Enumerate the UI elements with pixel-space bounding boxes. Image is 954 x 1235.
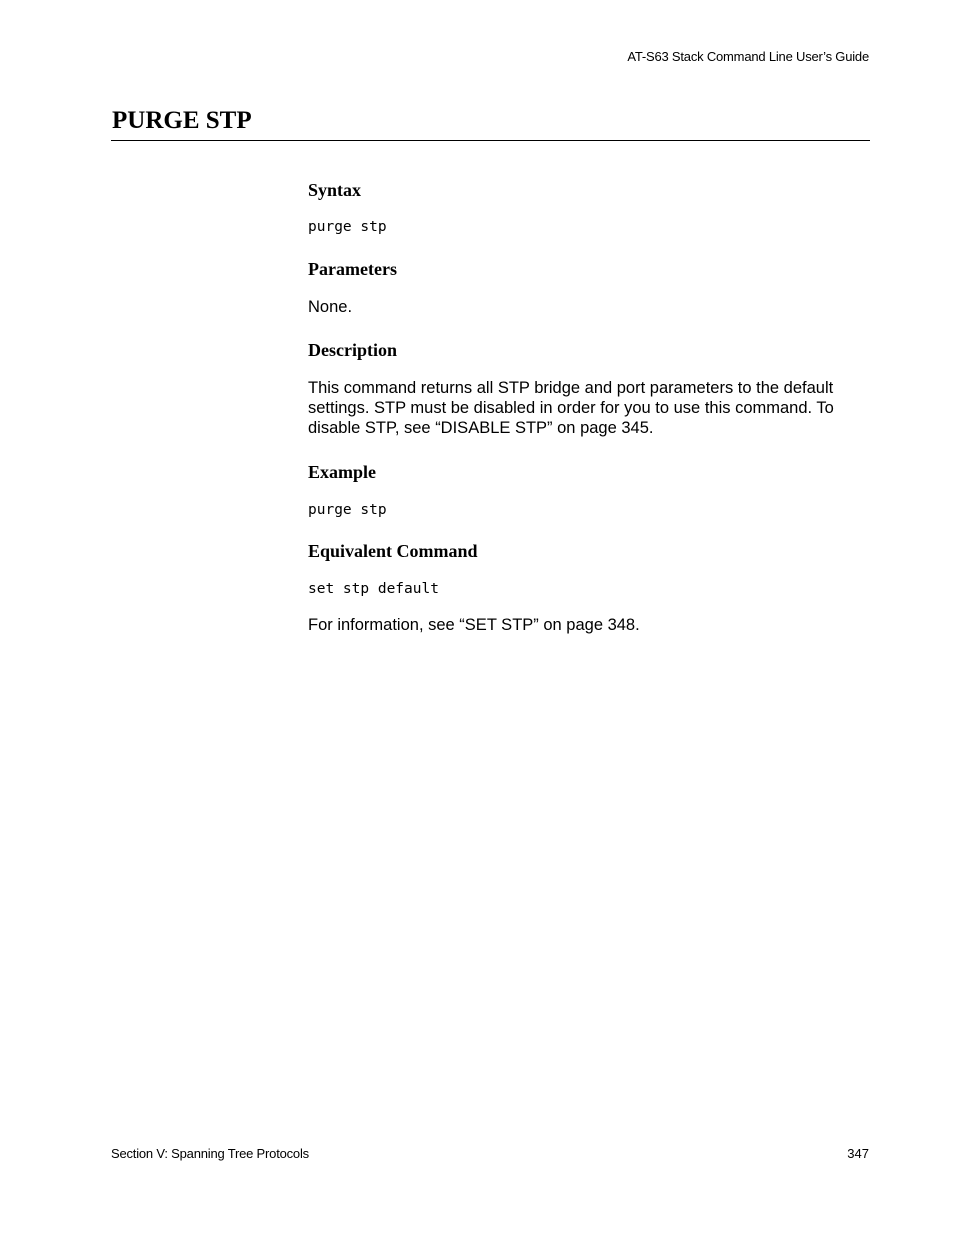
footer-section: Section V: Spanning Tree Protocols	[111, 1146, 309, 1161]
title-divider	[111, 140, 870, 141]
running-header: AT-S63 Stack Command Line User’s Guide	[627, 49, 869, 64]
syntax-code: purge stp	[308, 219, 387, 235]
parameters-text: None.	[308, 298, 353, 316]
example-code: purge stp	[308, 502, 387, 518]
equivalent-command-heading: Equivalent Command	[308, 541, 478, 561]
page-number: 347	[847, 1146, 869, 1161]
equivalent-command-note: For information, see “SET STP” on page 348.	[308, 616, 640, 634]
equivalent-command-code: set stp default	[308, 581, 439, 597]
syntax-heading: Syntax	[308, 180, 362, 200]
description-text: This command returns all STP bridge and port parameters to the default settings. STP must be disabled in order for you to use this command. To disable STP, see “DISABLE STP” on page 345.	[308, 379, 834, 437]
parameters-heading: Parameters	[308, 259, 397, 279]
example-heading: Example	[308, 462, 377, 482]
page-title: PURGE STP	[112, 107, 252, 134]
description-heading: Description	[308, 340, 397, 360]
